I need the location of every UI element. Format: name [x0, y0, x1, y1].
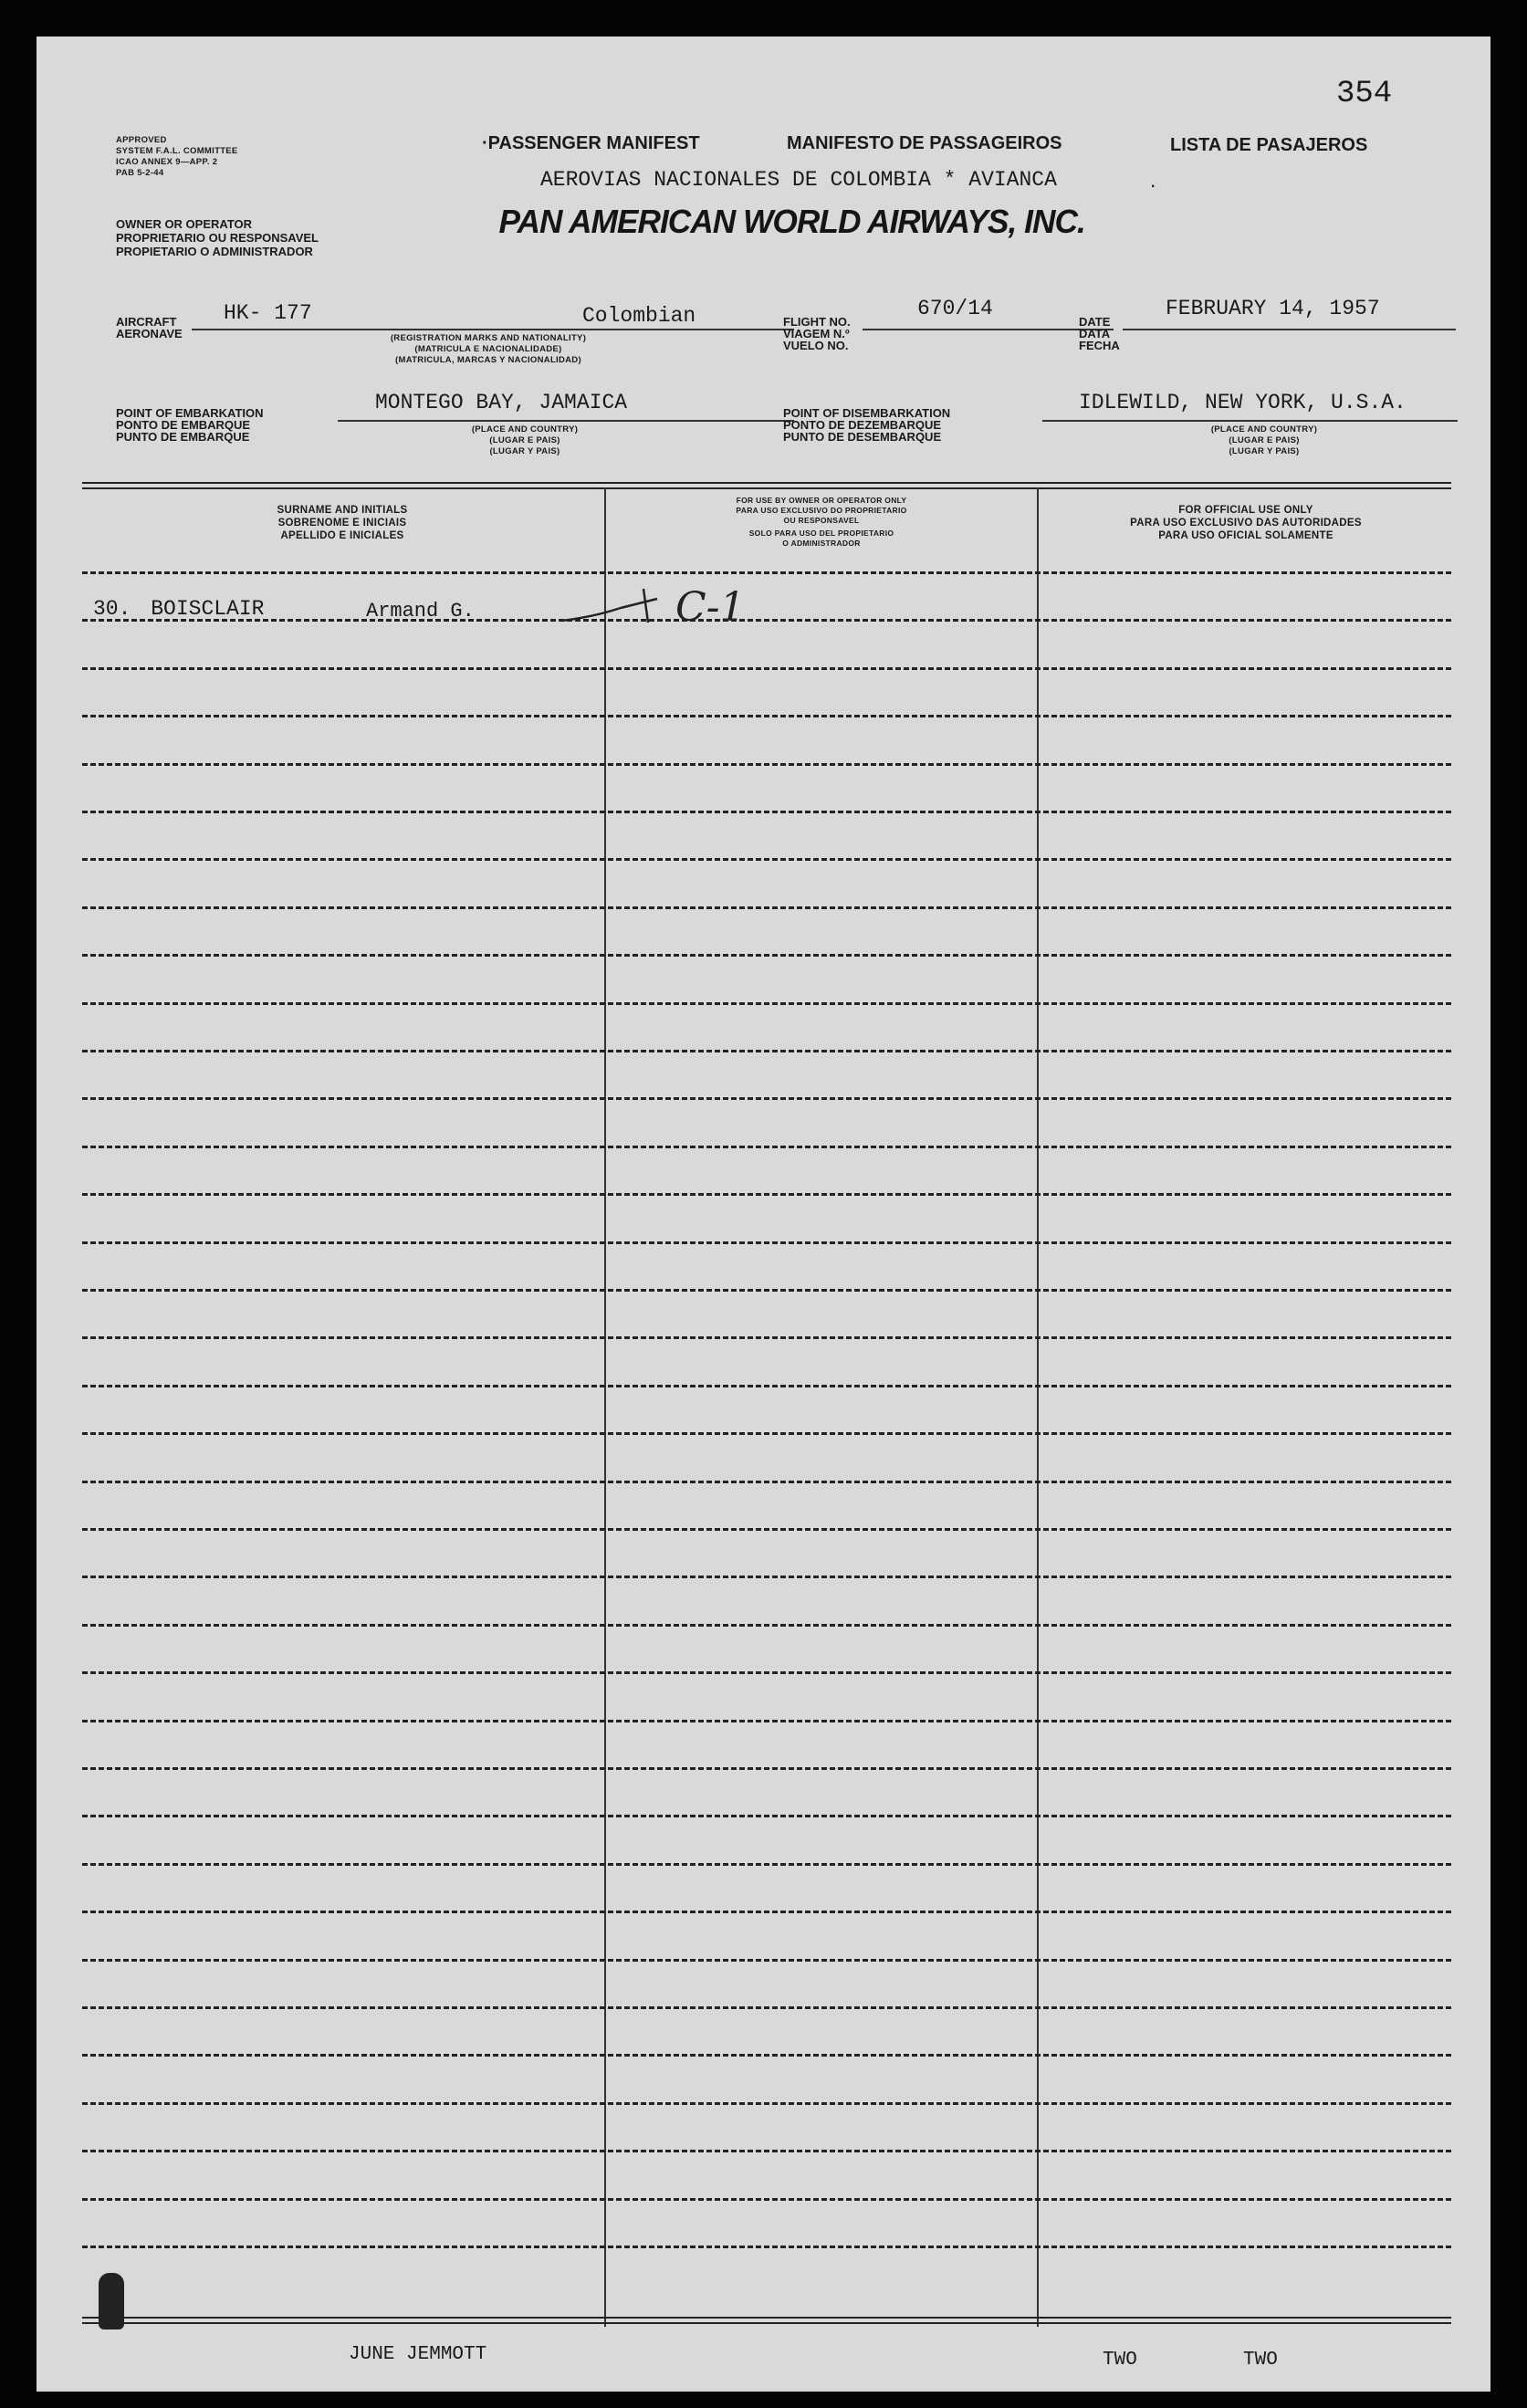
- embarkation-underline: [338, 420, 794, 422]
- flight-label-pt: VIAGEM N.º: [783, 327, 850, 340]
- dark-smudge: [99, 2273, 124, 2329]
- row-rule: [82, 763, 1451, 766]
- table-bottom-rule-2: [82, 2322, 1451, 2324]
- of-pages-value: TWO: [1243, 2350, 1278, 2371]
- row-rule: [82, 1241, 1451, 1244]
- column-header-line: SOBRENOME E INICIAIS: [277, 518, 407, 529]
- page-number: 354: [1336, 77, 1393, 111]
- owner-label: OWNER OR OPERATOR: [116, 217, 253, 231]
- row-rule: [82, 1432, 1451, 1435]
- disembarkation-label-en: POINT OF DISEMBARKATION: [783, 406, 951, 420]
- column-header-line: PARA USO OFICIAL SOLAMENTE: [1158, 530, 1334, 541]
- embarkation-label: [116, 407, 264, 443]
- aircraft-label: [116, 316, 183, 340]
- column-header-line: OU RESPONSAVEL: [783, 516, 860, 525]
- prepared-by-value: JUNE JEMMOTT: [349, 2344, 487, 2365]
- row-rule: [82, 1767, 1451, 1770]
- flight-label: [783, 316, 851, 351]
- row-rule: [82, 667, 1451, 670]
- column-header-line: FOR OFFICIAL USE ONLY: [1178, 505, 1313, 516]
- date-label-es: FECHA: [1079, 339, 1120, 352]
- row-rule: [82, 1815, 1451, 1817]
- aircraft-sublabels: [315, 333, 662, 366]
- disembarkation-sublabel: (LUGAR Y PAIS): [1229, 446, 1300, 456]
- operator-stamp: PAN AMERICAN WORLD AIRWAYS, INC.: [498, 203, 1085, 240]
- flight-value: 670/14: [917, 297, 993, 320]
- embarkation-sublabel: (PLACE AND COUNTRY): [471, 424, 579, 434]
- owner-label: PROPIETARIO O ADMINISTRADOR: [116, 245, 313, 258]
- approval-block: [116, 135, 238, 179]
- row-rule: [82, 1911, 1451, 1913]
- flight-label-es: VUELO NO.: [783, 339, 849, 352]
- embarkation-sublabels: [438, 424, 612, 457]
- column-header-surname: [82, 504, 602, 542]
- table-top-rule: [82, 482, 1451, 484]
- column-header-line: SURNAME AND INITIALS: [277, 505, 408, 516]
- aircraft-registration: HK- 177: [224, 301, 312, 325]
- aircraft-label-en: AIRCRAFT: [116, 315, 177, 329]
- approval-line: SYSTEM F.A.L. COMMITTEE: [116, 146, 238, 156]
- column-header-line: FOR USE BY OWNER OR OPERATOR ONLY: [736, 496, 907, 505]
- row-rule: [82, 858, 1451, 861]
- row-rule: [82, 1671, 1451, 1674]
- row-rule: [82, 2198, 1451, 2201]
- embarkation-label-en: POINT OF EMBARKATION: [116, 406, 264, 420]
- owner-label: PROPRIETARIO OU RESPONSAVEL: [116, 231, 319, 245]
- aircraft-underline: [192, 329, 794, 330]
- disembarkation-underline: [1042, 420, 1458, 422]
- passenger-number: 30.: [93, 597, 131, 621]
- row-rule: [82, 1002, 1451, 1005]
- operator-typed: AEROVIAS NACIONALES DE COLOMBIA * AVIANCA: [540, 168, 1057, 192]
- table-bottom-rule: [82, 2317, 1451, 2319]
- row-rule: [82, 619, 1451, 622]
- column-header-line: APELLIDO E INICIALES: [280, 530, 404, 541]
- aircraft-sublabel: (REGISTRATION MARKS AND NATIONALITY): [390, 333, 587, 343]
- row-rule: [82, 571, 1451, 574]
- row-rule: [82, 1624, 1451, 1627]
- table-top-rule-2: [82, 487, 1451, 489]
- operator-typed-dot: .: [1150, 168, 1156, 192]
- row-rule: [82, 1097, 1451, 1100]
- flight-label-en: FLIGHT NO.: [783, 315, 851, 329]
- disembarkation-sublabel: (LUGAR E PAIS): [1229, 435, 1300, 445]
- row-rule: [82, 1720, 1451, 1722]
- row-rule: [82, 1336, 1451, 1339]
- date-label: [1079, 316, 1120, 351]
- disembarkation-sublabel: (PLACE AND COUNTRY): [1210, 424, 1318, 434]
- date-value: FEBRUARY 14, 1957: [1166, 297, 1380, 320]
- title-pt: MANIFESTO DE PASSAGEIROS: [787, 133, 1062, 153]
- page-value: TWO: [1103, 2350, 1137, 2371]
- aircraft-sublabel: (MATRICULA E NACIONALIDADE): [414, 344, 562, 354]
- row-rule: [82, 1863, 1451, 1866]
- column-header-line: SOLO PARA USO DEL PROPIETARIO: [748, 529, 894, 538]
- row-rule: [82, 811, 1451, 813]
- row-rule: [82, 1050, 1451, 1052]
- row-rule: [82, 1289, 1451, 1292]
- title-es: LISTA DE PASAJEROS: [1170, 135, 1368, 155]
- date-label-pt: DATA: [1079, 327, 1111, 340]
- passenger-row: [93, 597, 264, 621]
- title-en: ·PASSENGER MANIFEST: [482, 133, 700, 153]
- row-rule: [82, 1959, 1451, 1962]
- embarkation-label-pt: PONTO DE EMBARQUE: [116, 418, 251, 432]
- passenger-given-name: Armand G.: [366, 600, 475, 623]
- row-rule: [82, 954, 1451, 957]
- date-label-en: DATE: [1079, 315, 1111, 329]
- row-rule: [82, 1193, 1451, 1196]
- row-rule: [82, 1528, 1451, 1531]
- column-header-owner-use: [607, 496, 1036, 549]
- embarkation-value: MONTEGO BAY, JAMAICA: [375, 391, 628, 414]
- manifest-sheet: [37, 37, 1490, 2392]
- disembarkation-label-pt: PONTO DE DEZEMBARQUE: [783, 418, 942, 432]
- row-rule: [82, 715, 1451, 717]
- approval-line: APPROVED: [116, 135, 167, 145]
- column-header-line: PARA USO EXCLUSIVO DAS AUTORIDADES: [1130, 518, 1362, 529]
- row-rule: [82, 906, 1451, 909]
- row-rule: [82, 1146, 1451, 1148]
- passenger-surname: BOISCLAIR: [151, 597, 265, 621]
- handwritten-note: C-1: [675, 584, 746, 631]
- disembarkation-label: [783, 407, 950, 443]
- row-rule: [82, 1385, 1451, 1387]
- column-header-line: O ADMINISTRADOR: [782, 539, 861, 548]
- disembarkation-sublabels: [1177, 424, 1351, 457]
- row-rule: [82, 1481, 1451, 1483]
- embarkation-sublabel: (LUGAR E PAIS): [489, 435, 560, 445]
- column-header-line: PARA USO EXCLUSIVO DO PROPRIETARIO: [736, 506, 907, 515]
- row-rule: [82, 2054, 1451, 2057]
- row-rule: [82, 2102, 1451, 2105]
- approval-line: ICAO ANNEX 9—APP. 2: [116, 157, 218, 167]
- aircraft-sublabel: (MATRICULA, MARCAS Y NACIONALIDAD): [395, 355, 581, 365]
- date-underline: [1123, 329, 1456, 330]
- column-header-official-use: [1041, 504, 1451, 542]
- row-rule: [82, 2006, 1451, 2009]
- aircraft-nationality: Colombian: [582, 304, 696, 328]
- flight-underline: [863, 329, 1114, 330]
- disembarkation-value: IDLEWILD, NEW YORK, U.S.A.: [1079, 391, 1407, 414]
- disembarkation-label-es: PUNTO DE DESEMBARQUE: [783, 430, 942, 444]
- approval-line: PAB 5-2-44: [116, 168, 164, 178]
- row-rule: [82, 1576, 1451, 1578]
- row-rule: [82, 2246, 1451, 2248]
- embarkation-sublabel: (LUGAR Y PAIS): [489, 446, 560, 456]
- embarkation-label-es: PUNTO DE EMBARQUE: [116, 430, 250, 444]
- aircraft-label-pt: AERONAVE: [116, 327, 183, 340]
- row-rule: [82, 2150, 1451, 2152]
- owner-label-block: [116, 217, 319, 258]
